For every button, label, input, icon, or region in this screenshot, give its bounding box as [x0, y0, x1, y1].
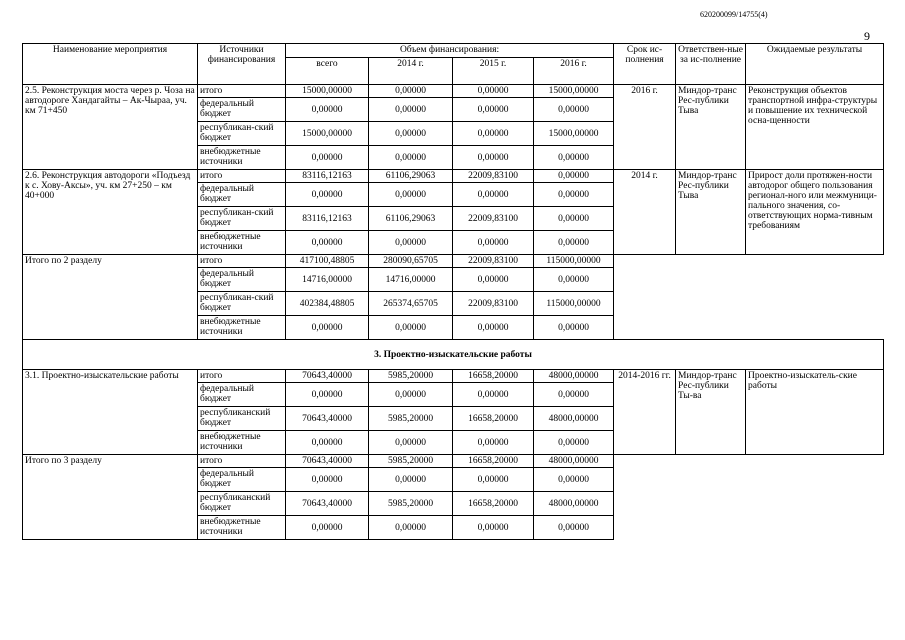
source-label: итого: [198, 455, 286, 468]
term-cell: 2016 г.: [614, 85, 676, 170]
amount-cell: 0,00000: [453, 146, 534, 170]
source-label: внебюджетные источники: [198, 316, 286, 340]
amount-cell: 417100,48805: [286, 255, 369, 268]
table-row: [23, 370, 884, 383]
amount-cell: 0,00000: [369, 516, 453, 540]
source-label: итого: [198, 370, 286, 383]
source-label: итого: [198, 170, 286, 183]
amount-cell: 22009,83100: [453, 207, 534, 231]
amount-cell: 0,00000: [534, 146, 614, 170]
responsible-cell: Миндор-транс Рес-публики Тыва: [676, 170, 746, 255]
amount-cell: 0,00000: [534, 468, 614, 492]
amount-cell: 15000,00000: [286, 122, 369, 146]
amount-cell: 0,00000: [369, 122, 453, 146]
amount-cell: 48000,00000: [534, 370, 614, 383]
source-label: республиканский бюджет: [198, 492, 286, 516]
amount-cell: 16658,20000: [453, 370, 534, 383]
results-cell: Проектно-изыскатель-ские работы: [746, 370, 884, 455]
page-number: 9: [864, 29, 870, 43]
amount-cell: 70643,40000: [286, 407, 369, 431]
amount-cell: 0,00000: [286, 231, 369, 255]
header-term: Срок ис-полнения: [614, 44, 676, 85]
amount-cell: 14716,00000: [286, 268, 369, 292]
amount-cell: 5985,20000: [369, 407, 453, 431]
amount-cell: 15000,00000: [534, 122, 614, 146]
measure-name: 3.1. Проектно-изыскательские работы: [23, 370, 198, 455]
amount-cell: 0,00000: [286, 98, 369, 122]
section-3-title: 3. Проектно-изыскательские работы: [23, 340, 884, 370]
table-row: [23, 255, 884, 268]
results-cell: Прирост доли протяжен-ности автодорог общего пользования регионал-ного или межмуници-пального значения, со-ответствующих норма-тивным требованиям: [746, 170, 884, 255]
amount-cell: 70643,40000: [286, 492, 369, 516]
header-2014: 2014 г.: [369, 58, 453, 85]
amount-cell: 22009,83100: [453, 255, 534, 268]
amount-cell: 0,00000: [453, 383, 534, 407]
amount-cell: 0,00000: [453, 316, 534, 340]
amount-cell: 0,00000: [534, 231, 614, 255]
amount-cell: 0,00000: [534, 316, 614, 340]
amount-cell: 0,00000: [534, 431, 614, 455]
term-cell: 2014-2016 гг.: [614, 370, 676, 455]
amount-cell: 0,00000: [369, 231, 453, 255]
amount-cell: 0,00000: [534, 383, 614, 407]
amount-cell: 5985,20000: [369, 370, 453, 383]
amount-cell: 48000,00000: [534, 492, 614, 516]
source-label: федеральный бюджет: [198, 98, 286, 122]
amount-cell: 0,00000: [369, 98, 453, 122]
amount-cell: 83116,12163: [286, 207, 369, 231]
source-label: внебюджетные источники: [198, 431, 286, 455]
amount-cell: 280090,65705: [369, 255, 453, 268]
amount-cell: 0,00000: [534, 98, 614, 122]
responsible-cell: Миндор-транс Рес-публики Ты-ва: [676, 370, 746, 455]
amount-cell: 0,00000: [286, 316, 369, 340]
amount-cell: 0,00000: [286, 516, 369, 540]
source-label: федеральный бюджет: [198, 268, 286, 292]
amount-cell: 61106,29063: [369, 170, 453, 183]
header-2015: 2015 г.: [453, 58, 534, 85]
amount-cell: 0,00000: [369, 146, 453, 170]
source-label: внебюджетные источники: [198, 231, 286, 255]
amount-cell: 0,00000: [534, 183, 614, 207]
amount-cell: 402384,48805: [286, 292, 369, 316]
amount-cell: 0,00000: [453, 516, 534, 540]
amount-cell: 15000,00000: [286, 85, 369, 98]
amount-cell: 0,00000: [286, 183, 369, 207]
measure-name: 2.5. Реконструкция моста через р. Чоза на автодороге Хандагайты – Ак-Чыраа, уч. км 71+450: [23, 85, 198, 170]
header-results: Ожидаемые результаты: [746, 44, 884, 85]
amount-cell: 14716,00000: [369, 268, 453, 292]
amount-cell: 0,00000: [286, 468, 369, 492]
amount-cell: 0,00000: [453, 85, 534, 98]
amount-cell: 0,00000: [369, 85, 453, 98]
term-cell: 2014 г.: [614, 170, 676, 255]
amount-cell: 15000,00000: [534, 85, 614, 98]
amount-cell: 70643,40000: [286, 455, 369, 468]
amount-cell: 0,00000: [453, 468, 534, 492]
source-label: итого: [198, 255, 286, 268]
empty-cell: [614, 455, 884, 540]
amount-cell: 0,00000: [286, 383, 369, 407]
amount-cell: 48000,00000: [534, 455, 614, 468]
header-2016: 2016 г.: [534, 58, 614, 85]
amount-cell: 0,00000: [453, 231, 534, 255]
amount-cell: 0,00000: [534, 207, 614, 231]
measure-name: Итого по 2 разделу: [23, 255, 198, 340]
header-responsible: Ответствен-ные за ис-полнение: [676, 44, 746, 85]
header-name: Наименование мероприятия: [23, 44, 198, 85]
table-row: [23, 170, 884, 183]
source-label: федеральный бюджет: [198, 468, 286, 492]
table-row: [23, 455, 884, 468]
amount-cell: 115000,00000: [534, 255, 614, 268]
document-id: 620200099/14755(4): [700, 10, 768, 19]
amount-cell: 83116,12163: [286, 170, 369, 183]
amount-cell: 0,00000: [369, 383, 453, 407]
source-label: внебюджетные источники: [198, 146, 286, 170]
amount-cell: 16658,20000: [453, 455, 534, 468]
financing-table: [22, 43, 884, 540]
amount-cell: 22009,83100: [453, 170, 534, 183]
amount-cell: 5985,20000: [369, 492, 453, 516]
source-label: федеральный бюджет: [198, 383, 286, 407]
amount-cell: 0,00000: [453, 98, 534, 122]
amount-cell: 22009,83100: [453, 292, 534, 316]
amount-cell: 0,00000: [369, 468, 453, 492]
amount-cell: 0,00000: [369, 316, 453, 340]
table-row: [23, 85, 884, 98]
header-total: всего: [286, 58, 369, 85]
amount-cell: 0,00000: [286, 431, 369, 455]
source-label: итого: [198, 85, 286, 98]
amount-cell: 16658,20000: [453, 492, 534, 516]
source-label: республиканский бюджет: [198, 407, 286, 431]
header-volume: Объем финансирования:: [286, 44, 614, 58]
amount-cell: 115000,00000: [534, 292, 614, 316]
amount-cell: 0,00000: [369, 183, 453, 207]
amount-cell: 0,00000: [534, 268, 614, 292]
source-label: республикан-ский бюджет: [198, 292, 286, 316]
amount-cell: 0,00000: [534, 170, 614, 183]
empty-cell: [614, 255, 884, 340]
results-cell: Реконструкция объектов транспортной инфра-структуры и повышение их технической осна-щенности: [746, 85, 884, 170]
amount-cell: 0,00000: [534, 516, 614, 540]
amount-cell: 0,00000: [369, 431, 453, 455]
amount-cell: 0,00000: [453, 122, 534, 146]
source-label: федеральный бюджет: [198, 183, 286, 207]
amount-cell: 0,00000: [453, 431, 534, 455]
amount-cell: 70643,40000: [286, 370, 369, 383]
amount-cell: 16658,20000: [453, 407, 534, 431]
amount-cell: 0,00000: [453, 183, 534, 207]
section-header-row: [23, 340, 884, 370]
measure-name: Итого по 3 разделу: [23, 455, 198, 540]
source-label: республикан-ский бюджет: [198, 207, 286, 231]
source-label: республикан-ский бюджет: [198, 122, 286, 146]
header-sources: Источники финансирования: [198, 44, 286, 85]
amount-cell: 265374,65705: [369, 292, 453, 316]
amount-cell: 0,00000: [453, 268, 534, 292]
amount-cell: 48000,00000: [534, 407, 614, 431]
amount-cell: 5985,20000: [369, 455, 453, 468]
amount-cell: 61106,29063: [369, 207, 453, 231]
amount-cell: 0,00000: [286, 146, 369, 170]
measure-name: 2.6. Реконструкция автодороги «Подъезд к с. Хову-Аксы», уч. км 27+250 – км 40+000: [23, 170, 198, 255]
source-label: внебюджетные источники: [198, 516, 286, 540]
responsible-cell: Миндор-транс Рес-публики Тыва: [676, 85, 746, 170]
